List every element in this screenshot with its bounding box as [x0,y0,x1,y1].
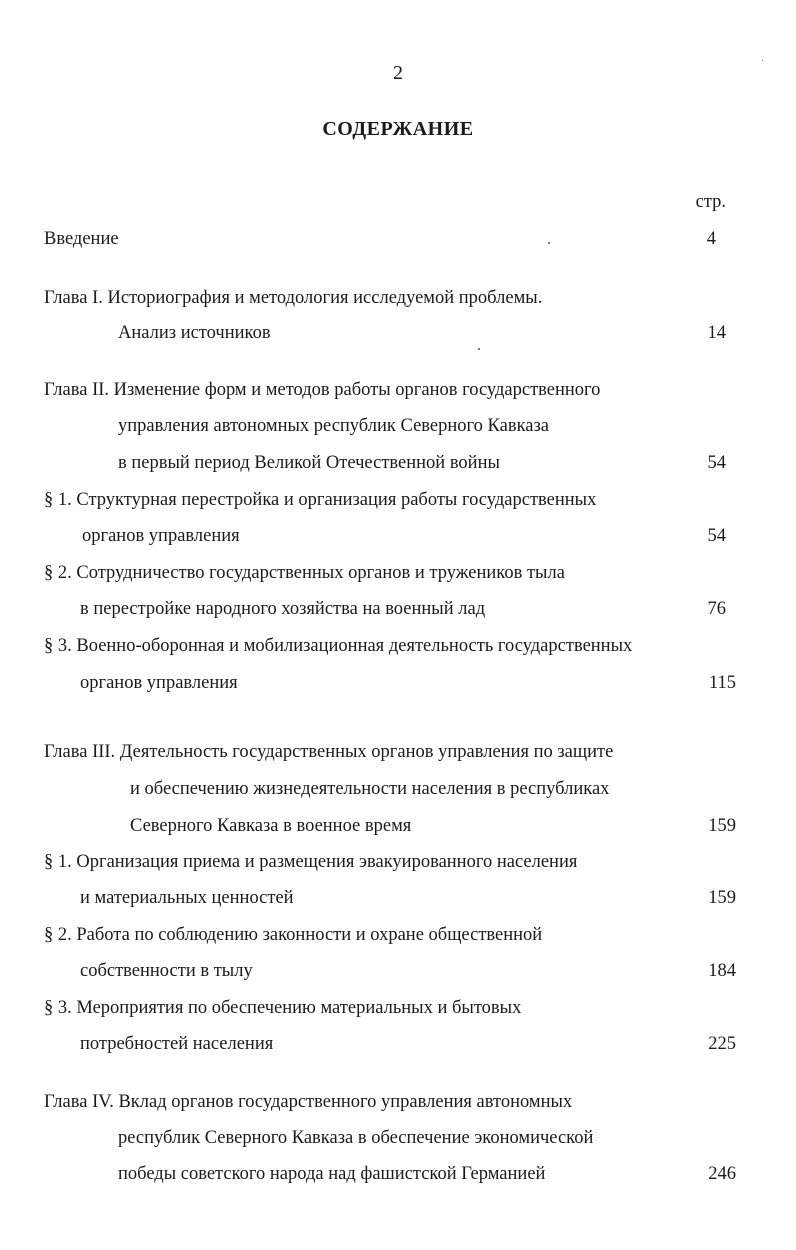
toc-entry-text: Анализ источников [118,323,271,343]
toc-entry-text: § 3. Мероприятия по обеспечению материальных и бытовых [44,998,522,1018]
toc-entry-text: потребностей населения [80,1034,274,1054]
toc-entry-text: органов управления [80,673,238,693]
toc-entry-page: 184 [708,961,736,981]
toc-entry-text: органов управления [82,526,240,546]
toc-entry-page: 76 [707,599,726,619]
toc-entry-text: собственности в тылу [80,961,253,981]
toc-entry-page: 159 [708,816,736,836]
toc-entry-text: и материальных ценностей [80,888,294,908]
scan-speck [762,60,763,61]
toc-entry-page: 225 [708,1034,736,1054]
toc-entry-text: в перестройке народного хозяйства на военный лад [80,599,486,619]
toc-entry-page: 54 [707,526,726,546]
scan-speck [478,348,480,350]
toc-entry-text: республик Северного Кавказа в обеспечение экономической [118,1128,594,1148]
page-number: 2 [393,62,403,84]
toc-entry-page: 159 [708,888,736,908]
page-column-header: стр. [695,192,726,212]
toc-entry-page: 54 [707,453,726,473]
toc-entry-text: § 1. Организация приема и размещения эвакуированного населения [44,852,578,872]
toc-entry-page: 246 [708,1164,736,1184]
toc-entry-text: Северного Кавказа в военное время [130,816,412,836]
page-title: СОДЕРЖАНИЕ [322,118,474,140]
toc-entry-text: управления автономных республик Северного Кавказа [118,416,550,436]
toc-entry-text: § 3. Военно-оборонная и мобилизационная деятельность государственных [44,636,633,656]
toc-entry-text: Глава III. Деятельность государственных органов управления по защите [44,742,614,762]
toc-entry-text: в первый период Великой Отечественной войны [118,453,500,473]
toc-entry-text: § 2. Работа по соблюдению законности и охране общественной [44,925,543,945]
toc-entry-text: Глава I. Историография и методология исследуемой проблемы. [44,288,543,308]
toc-entry-page: 14 [707,323,726,343]
toc-entry-text: и обеспечению жизнедеятельности населения в республиках [130,779,610,799]
toc-entry-page: 115 [708,673,736,693]
toc-entry-text: Введение [44,229,119,249]
scan-speck [548,242,550,244]
toc-entry-text: Глава II. Изменение форм и методов работы органов государственного [44,380,601,400]
toc-entry-page: 4 [706,229,716,249]
toc-entry-text: победы советского народа над фашистской Германией [118,1164,546,1184]
toc-entry-text: Глава IV. Вклад органов государственного управления автономных [44,1092,573,1112]
toc-entry-text: § 1. Структурная перестройка и организация работы государственных [44,490,597,510]
toc-entry-text: § 2. Сотрудничество государственных органов и тружеников тыла [44,563,565,583]
